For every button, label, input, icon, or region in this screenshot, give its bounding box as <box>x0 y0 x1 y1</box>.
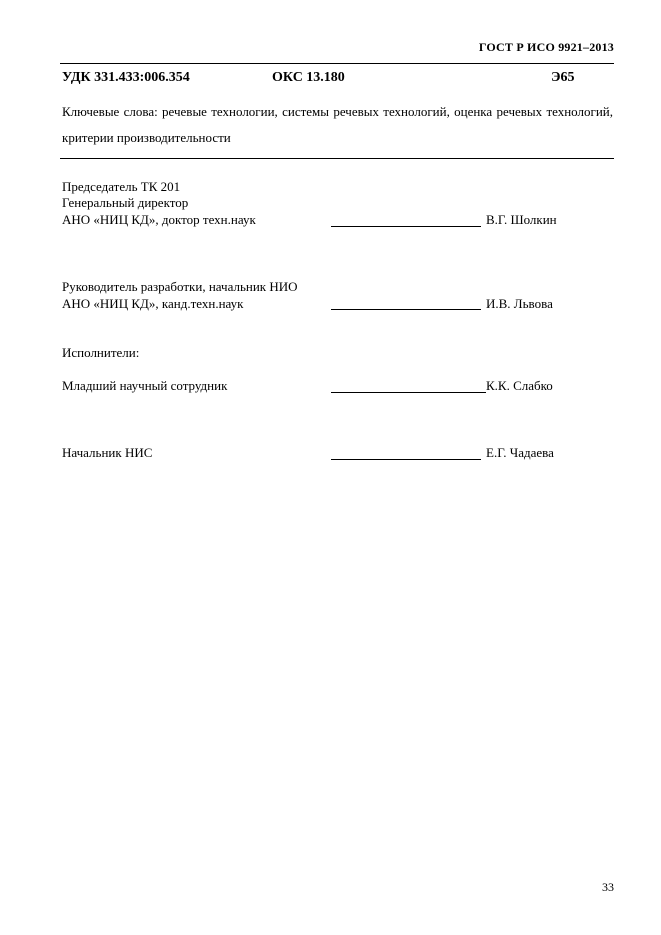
signatory-name: К.К. Слабко <box>486 378 553 393</box>
signatory-name: В.Г. Шолкин <box>486 212 557 227</box>
executors-heading: Исполнители: <box>62 345 140 360</box>
signature-line <box>331 392 486 393</box>
category-code: Э65 <box>551 70 575 85</box>
signatory-name: И.В. Львова <box>486 296 553 311</box>
signature-line <box>331 226 481 227</box>
signatory-title-line: Руководитель разработки, начальник НИО <box>62 279 298 294</box>
signatory-title-line: Председатель ТК 201 <box>62 179 181 194</box>
signatory-title-line: Младший научный сотрудник <box>62 378 228 393</box>
udc-code: УДК 331.433:006.354 <box>62 70 190 85</box>
oks-code: ОКС 13.180 <box>272 70 345 85</box>
signature-line <box>331 309 481 310</box>
signatory-name: Е.Г. Чадаева <box>486 445 554 460</box>
page-number: 33 <box>602 880 614 894</box>
signatory-title-line: АНО «НИЦ КД», доктор техн.наук <box>62 212 256 227</box>
classification-row <box>62 70 615 90</box>
signatory-title-line: Начальник НИС <box>62 445 153 460</box>
signature-line <box>331 459 481 460</box>
keywords-text: Ключевые слова: речевые технологии, системы речевых технологий, оценка речевых технологий, критерии производительности <box>62 104 613 145</box>
standard-code: ГОСТ Р ИСО 9921–2013 <box>478 40 614 54</box>
top-rule <box>60 63 614 64</box>
signatory-title-line: Генеральный директор <box>62 195 189 210</box>
keywords-rule <box>60 158 614 159</box>
signatory-title-line: АНО «НИЦ КД», канд.техн.наук <box>62 296 244 311</box>
